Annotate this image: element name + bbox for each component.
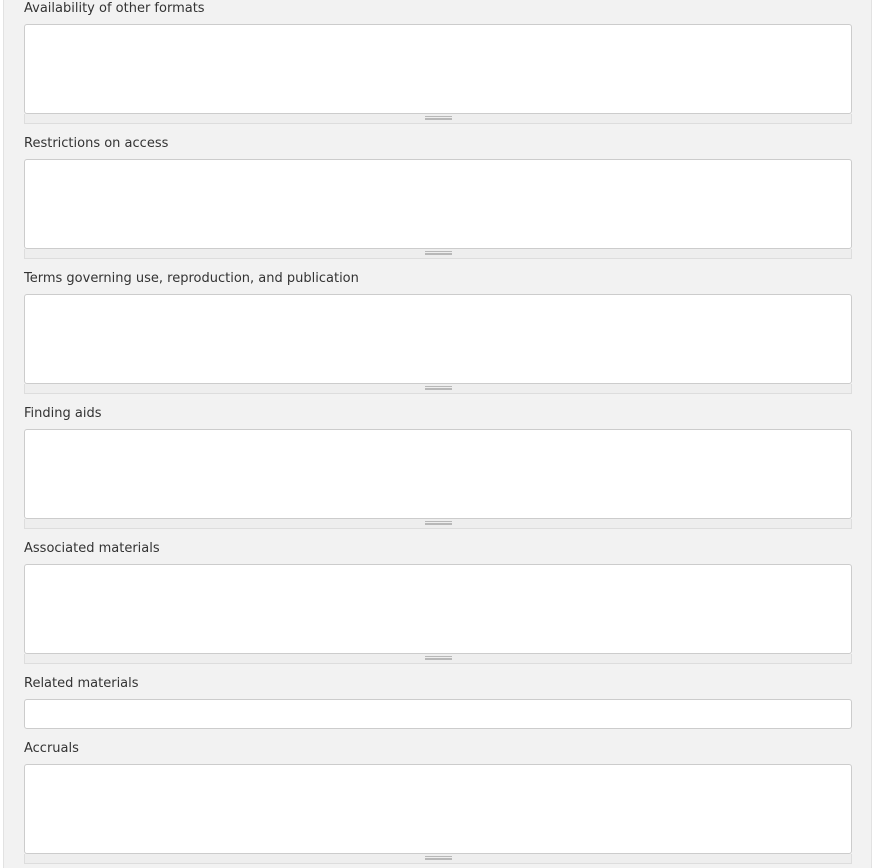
restrictions-on-access-label: Restrictions on access (24, 136, 169, 151)
resize-grip-icon (425, 521, 452, 525)
resize-grip-icon (425, 386, 452, 390)
terms-governing-use-resize-handle[interactable] (24, 384, 852, 394)
terms-governing-use-label: Terms governing use, reproduction, and publication (24, 271, 359, 286)
form-panel (3, 0, 872, 868)
accruals-label: Accruals (24, 741, 79, 756)
resize-grip-icon (425, 251, 452, 255)
associated-materials-resize-handle[interactable] (24, 654, 852, 664)
related-materials-input[interactable] (24, 699, 852, 729)
finding-aids-label: Finding aids (24, 406, 102, 421)
terms-governing-use-textarea[interactable] (24, 294, 852, 384)
related-materials-label: Related materials (24, 676, 139, 691)
resize-grip-icon (425, 656, 452, 660)
finding-aids-textarea[interactable] (24, 429, 852, 519)
resize-grip-icon (425, 856, 452, 860)
finding-aids-resize-handle[interactable] (24, 519, 852, 529)
accruals-resize-handle[interactable] (24, 854, 852, 864)
accruals-textarea[interactable] (24, 764, 852, 854)
availability-of-other-formats-resize-handle[interactable] (24, 114, 852, 124)
restrictions-on-access-resize-handle[interactable] (24, 249, 852, 259)
resize-grip-icon (425, 116, 452, 120)
availability-of-other-formats-label: Availability of other formats (24, 1, 205, 16)
associated-materials-textarea[interactable] (24, 564, 852, 654)
associated-materials-label: Associated materials (24, 541, 160, 556)
availability-of-other-formats-textarea[interactable] (24, 24, 852, 114)
restrictions-on-access-textarea[interactable] (24, 159, 852, 249)
